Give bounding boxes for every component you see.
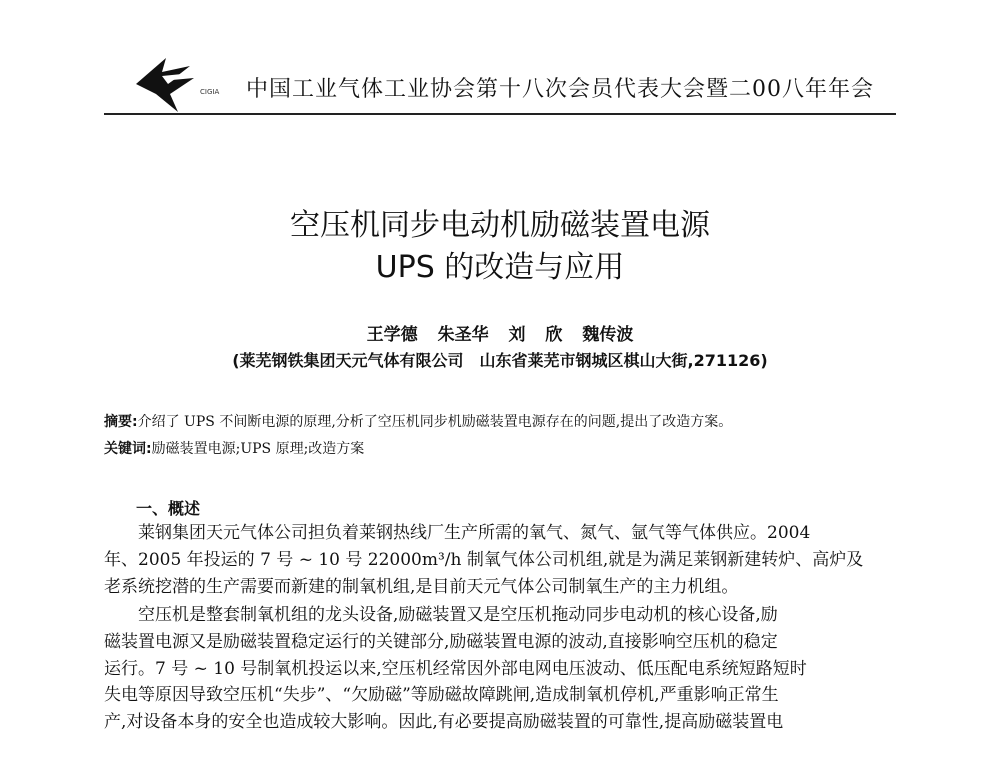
- paragraph-line: 莱钢集团天元气体公司担负着莱钢热线厂生产所需的氧气、氮气、氩气等气体供应。2004: [104, 523, 811, 543]
- abstract: [104, 411, 732, 431]
- page-header: [104, 50, 896, 116]
- paper-title-line2: UPS 的改造与应用: [375, 250, 625, 285]
- paragraph-2: [104, 602, 896, 736]
- affiliation: (莱芜钢铁集团天元气体有限公司 山东省莱芜市钢城区棋山大街,271126): [232, 351, 768, 370]
- paragraph-line: 运行。7 号 ~ 10 号制氧机投运以来,空压机经常因外部电网电压波动、低压配电系统短路短时: [104, 658, 807, 679]
- paragraph-line: 老系统挖潜的生产需要而新建的制氧机组,是目前天元气体公司制氧生产的主力机组。: [104, 576, 739, 597]
- abstract-text: 介绍了 UPS 不间断电源的原理,分析了空压机同步机励磁装置电源存在的问题,提出了改造方案。: [137, 414, 733, 430]
- keywords-text: 励磁装置电源;UPS 原理;改造方案: [151, 441, 365, 457]
- paragraph-line: 空压机是整套制氧机组的龙头设备,励磁装置又是空压机拖动同步电动机的核心设备,励: [104, 605, 778, 625]
- cigia-logo: [132, 54, 220, 114]
- abstract-label: 摘要:: [104, 414, 138, 430]
- paper-title-line1: 空压机同步电动机励磁装置电源: [290, 208, 710, 243]
- authors: 王学德 朱圣华 刘 欣 魏传波: [366, 325, 634, 345]
- paragraph-line: 年、2005 年投运的 7 号 ~ 10 号 22000m³/h 制氧气体公司机组,就是为满足莱钢新建转炉、高炉及: [104, 549, 864, 570]
- paragraph-line: 产,对设备本身的安全也造成较大影响。因此,有必要提高励磁装置的可靠性,提高励磁装置电: [104, 712, 784, 733]
- paragraph-line: 磁装置电源又是励磁装置稳定运行的关键部分,励磁装置电源的波动,直接影响空压机的稳定: [104, 631, 778, 652]
- paragraph-line: 失电等原因导致空压机“失步”、“欠励磁”等励磁故障跳闸,造成制氧机停机,严重影响正常生: [104, 685, 779, 706]
- header-rule: [104, 113, 896, 115]
- paragraph-1: [104, 520, 896, 600]
- keywords-label: 关键词:: [104, 441, 152, 457]
- conference-title: 中国工业气体工业协会第十八次会员代表大会暨二00八年年会: [246, 77, 874, 102]
- cigia-logo-icon: [132, 54, 212, 114]
- keywords: [104, 438, 364, 458]
- section-heading: 一、概述: [136, 499, 201, 518]
- logo-text: CIGIA: [200, 88, 220, 96]
